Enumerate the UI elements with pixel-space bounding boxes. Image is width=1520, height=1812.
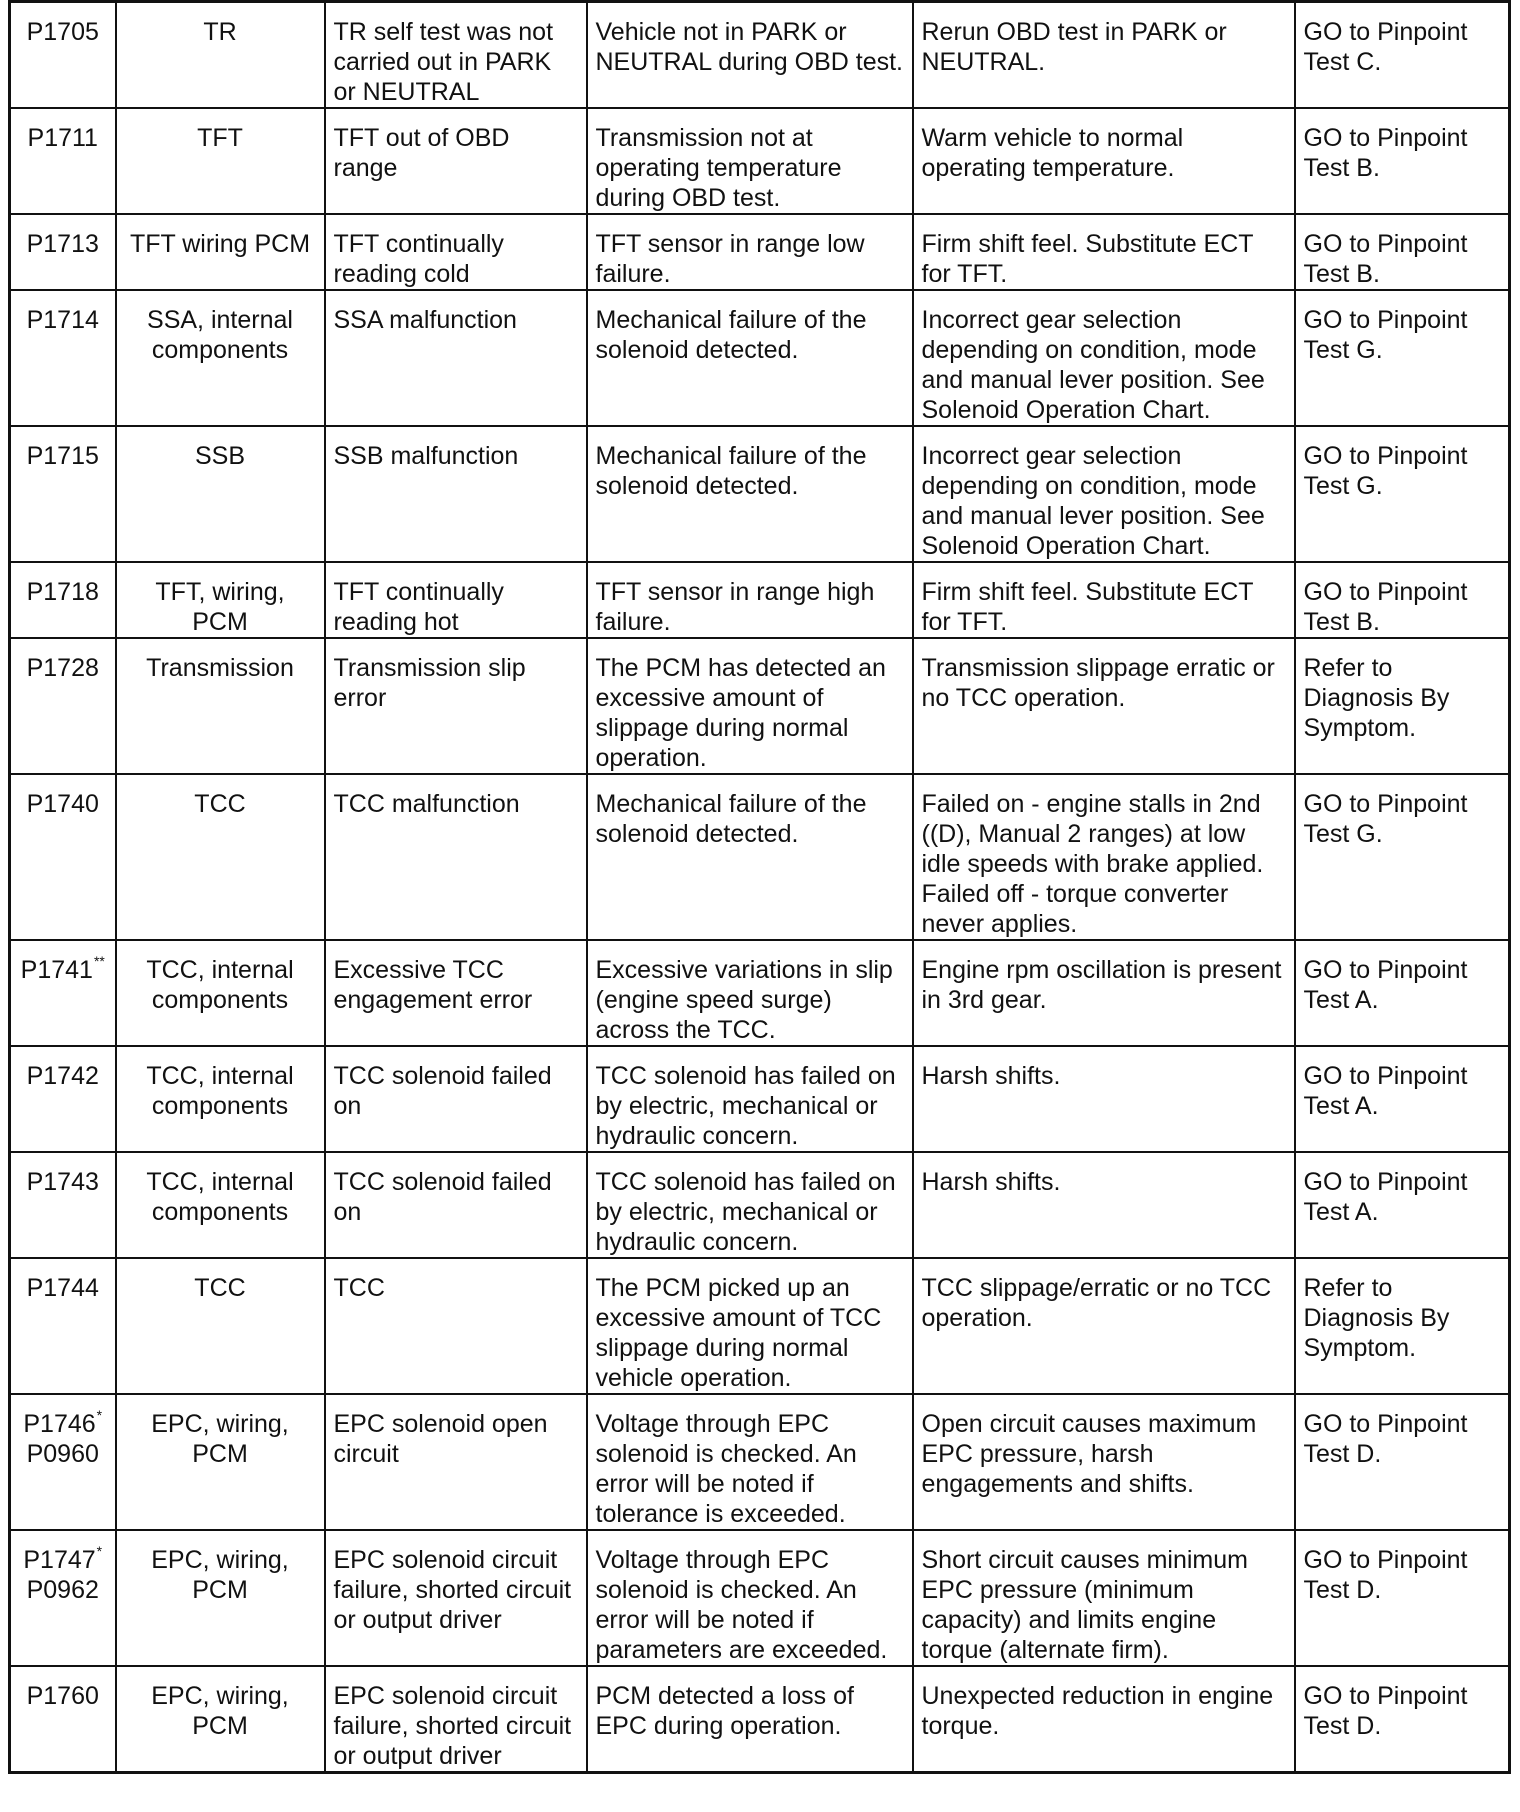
description-cell: Transmission slip error xyxy=(325,638,587,774)
cause-cell: TFT sensor in range high failure. xyxy=(587,562,913,638)
description-cell: EPC solenoid open circuit xyxy=(325,1394,587,1530)
symptom-cell: Harsh shifts. xyxy=(913,1152,1295,1258)
action-cell: GO to Pinpoint Test B. xyxy=(1295,108,1510,214)
dtc-code xyxy=(19,577,107,607)
dtc-code-text: P1742 xyxy=(26,1062,99,1090)
dtc-code-cell xyxy=(10,1152,116,1258)
dtc-code-cell xyxy=(10,1530,116,1666)
dtc-code-text: P1747 xyxy=(23,1546,96,1574)
description-cell: SSB malfunction xyxy=(325,426,587,562)
symptom-cell: Open circuit causes maximum EPC pressure, harsh engagements and shifts. xyxy=(913,1394,1295,1530)
description-cell: TFT continually reading hot xyxy=(325,562,587,638)
symptom-cell: Harsh shifts. xyxy=(913,1046,1295,1152)
cause-cell: TCC solenoid has failed on by electric, mechanical or hydraulic concern. xyxy=(587,1046,913,1152)
dtc-code-cell xyxy=(10,108,116,214)
footnote-mark: * xyxy=(96,1406,103,1423)
table-row xyxy=(10,290,1510,426)
action-cell: GO to Pinpoint Test D. xyxy=(1295,1530,1510,1666)
symptom-cell: Engine rpm oscillation is present in 3rd gear. xyxy=(913,940,1295,1046)
cause-cell: TFT sensor in range low failure. xyxy=(587,214,913,290)
dtc-code-cell xyxy=(10,638,116,774)
dtc-code-cell xyxy=(10,562,116,638)
action-cell: Refer to Diagnosis By Symptom. xyxy=(1295,1258,1510,1394)
condition-cell: TCC, internal components xyxy=(116,1152,325,1258)
dtc-code xyxy=(19,17,107,47)
dtc-code-text: P1728 xyxy=(26,654,99,682)
dtc-code xyxy=(19,1061,107,1091)
action-cell: Refer to Diagnosis By Symptom. xyxy=(1295,638,1510,774)
table-row xyxy=(10,108,1510,214)
table-row xyxy=(10,1152,1510,1258)
action-cell: GO to Pinpoint Test D. xyxy=(1295,1394,1510,1530)
dtc-code-text: P1705 xyxy=(26,18,99,46)
dtc-code xyxy=(19,305,107,335)
cause-cell: Excessive variations in slip (engine speed surge) across the TCC. xyxy=(587,940,913,1046)
table-row xyxy=(10,1666,1510,1773)
description-cell: TCC solenoid failed on xyxy=(325,1152,587,1258)
symptom-cell: Firm shift feel. Substitute ECT for TFT. xyxy=(913,562,1295,638)
condition-cell: TR xyxy=(116,2,325,109)
table-row xyxy=(10,214,1510,290)
cause-cell: Voltage through EPC solenoid is checked. An error will be noted if parameters are exceeded. xyxy=(587,1530,913,1666)
table-row xyxy=(10,1530,1510,1666)
dtc-code xyxy=(19,123,107,153)
dtc-code-text: P1718 xyxy=(26,578,99,606)
action-cell: GO to Pinpoint Test B. xyxy=(1295,214,1510,290)
dtc-code-text: P0960 xyxy=(26,1440,99,1468)
condition-cell: EPC, wiring, PCM xyxy=(116,1394,325,1530)
table-row xyxy=(10,1258,1510,1394)
condition-cell: TCC, internal components xyxy=(116,1046,325,1152)
dtc-code xyxy=(19,653,107,683)
symptom-cell: Short circuit causes minimum EPC pressure (minimum capacity) and limits engine torque (alternate firm). xyxy=(913,1530,1295,1666)
dtc-code-text: P1714 xyxy=(26,306,99,334)
dtc-table-body xyxy=(10,2,1510,1773)
symptom-cell: Transmission slippage erratic or no TCC operation. xyxy=(913,638,1295,774)
action-cell: GO to Pinpoint Test G. xyxy=(1295,774,1510,940)
dtc-code-text: P1711 xyxy=(27,124,98,152)
cause-cell: TCC solenoid has failed on by electric, mechanical or hydraulic concern. xyxy=(587,1152,913,1258)
table-row xyxy=(10,638,1510,774)
footnote-mark: * xyxy=(96,1542,103,1559)
table-row xyxy=(10,940,1510,1046)
cause-cell: Voltage through EPC solenoid is checked. An error will be noted if tolerance is exceeded. xyxy=(587,1394,913,1530)
dtc-code-text: P1715 xyxy=(26,442,99,470)
action-cell: GO to Pinpoint Test A. xyxy=(1295,940,1510,1046)
dtc-code xyxy=(19,1575,107,1605)
dtc-code-text: P1713 xyxy=(26,230,99,258)
dtc-code xyxy=(19,1167,107,1197)
table-row xyxy=(10,1394,1510,1530)
description-cell: TFT continually reading cold xyxy=(325,214,587,290)
footnote-mark: ** xyxy=(93,952,105,969)
action-cell: GO to Pinpoint Test G. xyxy=(1295,426,1510,562)
table-row xyxy=(10,426,1510,562)
cause-cell: Transmission not at operating temperature during OBD test. xyxy=(587,108,913,214)
condition-cell: TCC xyxy=(116,1258,325,1394)
dtc-code-cell xyxy=(10,940,116,1046)
dtc-code xyxy=(19,1273,107,1303)
symptom-cell: TCC slippage/erratic or no TCC operation. xyxy=(913,1258,1295,1394)
symptom-cell: Incorrect gear selection depending on condition, mode and manual lever position. See Solenoid Operation Chart. xyxy=(913,290,1295,426)
symptom-cell: Unexpected reduction in engine torque. xyxy=(913,1666,1295,1773)
dtc-code-cell xyxy=(10,1258,116,1394)
cause-cell: The PCM has detected an excessive amount of slippage during normal operation. xyxy=(587,638,913,774)
description-cell: TR self test was not carried out in PARK or NEUTRAL xyxy=(325,2,587,109)
condition-cell: SSB xyxy=(116,426,325,562)
condition-cell: SSA, internal components xyxy=(116,290,325,426)
dtc-code xyxy=(19,952,107,985)
action-cell: GO to Pinpoint Test C. xyxy=(1295,2,1510,109)
dtc-code-cell xyxy=(10,426,116,562)
condition-cell: TFT, wiring, PCM xyxy=(116,562,325,638)
dtc-code-cell xyxy=(10,2,116,109)
dtc-code-cell xyxy=(10,1666,116,1773)
dtc-code-text: P1760 xyxy=(26,1682,99,1710)
symptom-cell: Firm shift feel. Substitute ECT for TFT. xyxy=(913,214,1295,290)
dtc-table-sheet xyxy=(8,0,1508,1774)
symptom-cell: Rerun OBD test in PARK or NEUTRAL. xyxy=(913,2,1295,109)
action-cell: GO to Pinpoint Test A. xyxy=(1295,1046,1510,1152)
cause-cell: Mechanical failure of the solenoid detected. xyxy=(587,774,913,940)
condition-cell: TCC xyxy=(116,774,325,940)
dtc-code xyxy=(19,441,107,471)
dtc-code-cell xyxy=(10,774,116,940)
cause-cell: The PCM picked up an excessive amount of TCC slippage during normal vehicle operation. xyxy=(587,1258,913,1394)
dtc-code-cell xyxy=(10,214,116,290)
description-cell: EPC solenoid circuit failure, shorted circuit or output driver xyxy=(325,1530,587,1666)
table-row xyxy=(10,774,1510,940)
dtc-code xyxy=(19,1406,107,1439)
dtc-code-cell xyxy=(10,290,116,426)
dtc-code-text: P1744 xyxy=(26,1274,99,1302)
condition-cell: TCC, internal components xyxy=(116,940,325,1046)
dtc-code-text: P1740 xyxy=(26,790,99,818)
cause-cell: Vehicle not in PARK or NEUTRAL during OBD test. xyxy=(587,2,913,109)
cause-cell: PCM detected a loss of EPC during operation. xyxy=(587,1666,913,1773)
condition-cell: Transmission xyxy=(116,638,325,774)
description-cell: TCC xyxy=(325,1258,587,1394)
action-cell: GO to Pinpoint Test G. xyxy=(1295,290,1510,426)
description-cell: Excessive TCC engagement error xyxy=(325,940,587,1046)
action-cell: GO to Pinpoint Test D. xyxy=(1295,1666,1510,1773)
dtc-code-text: P1746 xyxy=(23,1410,96,1438)
description-cell: EPC solenoid circuit failure, shorted circuit or output driver xyxy=(325,1666,587,1773)
symptom-cell: Incorrect gear selection depending on condition, mode and manual lever position. See Solenoid Operation Chart. xyxy=(913,426,1295,562)
condition-cell: EPC, wiring, PCM xyxy=(116,1530,325,1666)
description-cell: TCC solenoid failed on xyxy=(325,1046,587,1152)
dtc-code-text: P1741 xyxy=(20,956,93,984)
condition-cell: TFT wiring PCM xyxy=(116,214,325,290)
symptom-cell: Warm vehicle to normal operating temperature. xyxy=(913,108,1295,214)
condition-cell: EPC, wiring, PCM xyxy=(116,1666,325,1773)
dtc-code-cell xyxy=(10,1046,116,1152)
dtc-table xyxy=(8,0,1511,1774)
description-cell: SSA malfunction xyxy=(325,290,587,426)
dtc-code-text: P1743 xyxy=(26,1168,99,1196)
action-cell: GO to Pinpoint Test A. xyxy=(1295,1152,1510,1258)
table-row xyxy=(10,2,1510,109)
description-cell: TCC malfunction xyxy=(325,774,587,940)
dtc-code xyxy=(19,229,107,259)
table-row xyxy=(10,1046,1510,1152)
dtc-code xyxy=(19,1681,107,1711)
description-cell: TFT out of OBD range xyxy=(325,108,587,214)
condition-cell: TFT xyxy=(116,108,325,214)
cause-cell: Mechanical failure of the solenoid detected. xyxy=(587,290,913,426)
symptom-cell: Failed on - engine stalls in 2nd ((D), Manual 2 ranges) at low idle speeds with brake applied. Failed off - torque converter never applies. xyxy=(913,774,1295,940)
action-cell: GO to Pinpoint Test B. xyxy=(1295,562,1510,638)
dtc-code xyxy=(19,789,107,819)
dtc-code-cell xyxy=(10,1394,116,1530)
dtc-code xyxy=(19,1439,107,1469)
dtc-code-text: P0962 xyxy=(26,1576,99,1604)
table-row xyxy=(10,562,1510,638)
cause-cell: Mechanical failure of the solenoid detected. xyxy=(587,426,913,562)
dtc-code xyxy=(19,1542,107,1575)
